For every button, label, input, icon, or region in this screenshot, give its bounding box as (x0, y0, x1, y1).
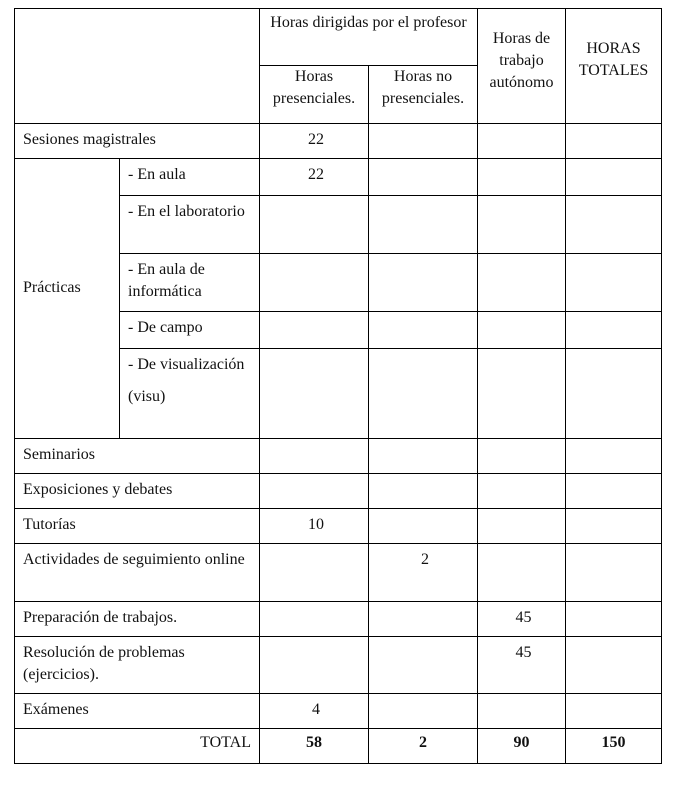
row-label-tutorias: Tutorías (15, 509, 260, 544)
hours-table (14, 8, 662, 764)
table-row (15, 694, 662, 729)
table-row (15, 474, 662, 509)
total-label: TOTAL (15, 729, 260, 764)
row-label-resolucion: Resolución de problemas (ejercicios). (15, 637, 260, 694)
table-row (15, 124, 662, 159)
row-label-preparacion: Preparación de trabajos. (15, 602, 260, 637)
cell-seguimiento-no-presenciales: 2 (369, 544, 478, 602)
table-row (15, 509, 662, 544)
row-label-laboratorio: - En el laboratorio (120, 196, 260, 254)
row-label-examenes: Exámenes (15, 694, 260, 729)
table-row (15, 159, 662, 196)
table-row (15, 544, 662, 602)
header-horas-presenciales: Horas presenciales. (260, 66, 369, 124)
cell-tutorias-presenciales: 10 (260, 509, 369, 544)
row-label-en-aula: - En aula (120, 159, 260, 196)
total-autonomo: 90 (478, 729, 566, 764)
row-label-seguimiento: Actividades de seguimiento online (15, 544, 260, 602)
visualizacion-text: - De visualización (128, 356, 245, 373)
total-row (15, 729, 662, 764)
header-horas-dirigidas: Horas dirigidas por el profesor (260, 9, 478, 66)
row-label-aula-informatica: - En aula de informática (120, 254, 260, 312)
header-trabajo-autonomo: Horas de trabajo autónomo (478, 9, 566, 124)
row-label-practicas: Prácticas (15, 159, 120, 439)
cell-examenes-presenciales: 4 (260, 694, 369, 729)
table-row (15, 439, 662, 474)
row-label-de-campo: - De campo (120, 312, 260, 349)
row-label-seminarios: Seminarios (15, 439, 260, 474)
row-label-exposiciones: Exposiciones y debates (15, 474, 260, 509)
cell-resolucion-autonomo: 45 (478, 637, 566, 694)
visualizacion-visu-text: (visu) (128, 388, 166, 405)
cell-preparacion-autonomo: 45 (478, 602, 566, 637)
cell-sesiones-presenciales: 22 (260, 124, 369, 159)
row-label-sesiones: Sesiones magistrales (15, 124, 260, 159)
table-row (15, 637, 662, 694)
total-presenciales: 58 (260, 729, 369, 764)
header-horas-no-presenciales: Horas no presenciales. (369, 66, 478, 124)
cell-en-aula-presenciales: 22 (260, 159, 369, 196)
header-empty-cell (15, 9, 260, 124)
row-label-visualizacion (120, 349, 260, 439)
total-no-presenciales: 2 (369, 729, 478, 764)
header-horas-totales: HORAS TOTALES (566, 9, 662, 124)
total-horas-totales: 150 (566, 729, 662, 764)
table-row (15, 602, 662, 637)
